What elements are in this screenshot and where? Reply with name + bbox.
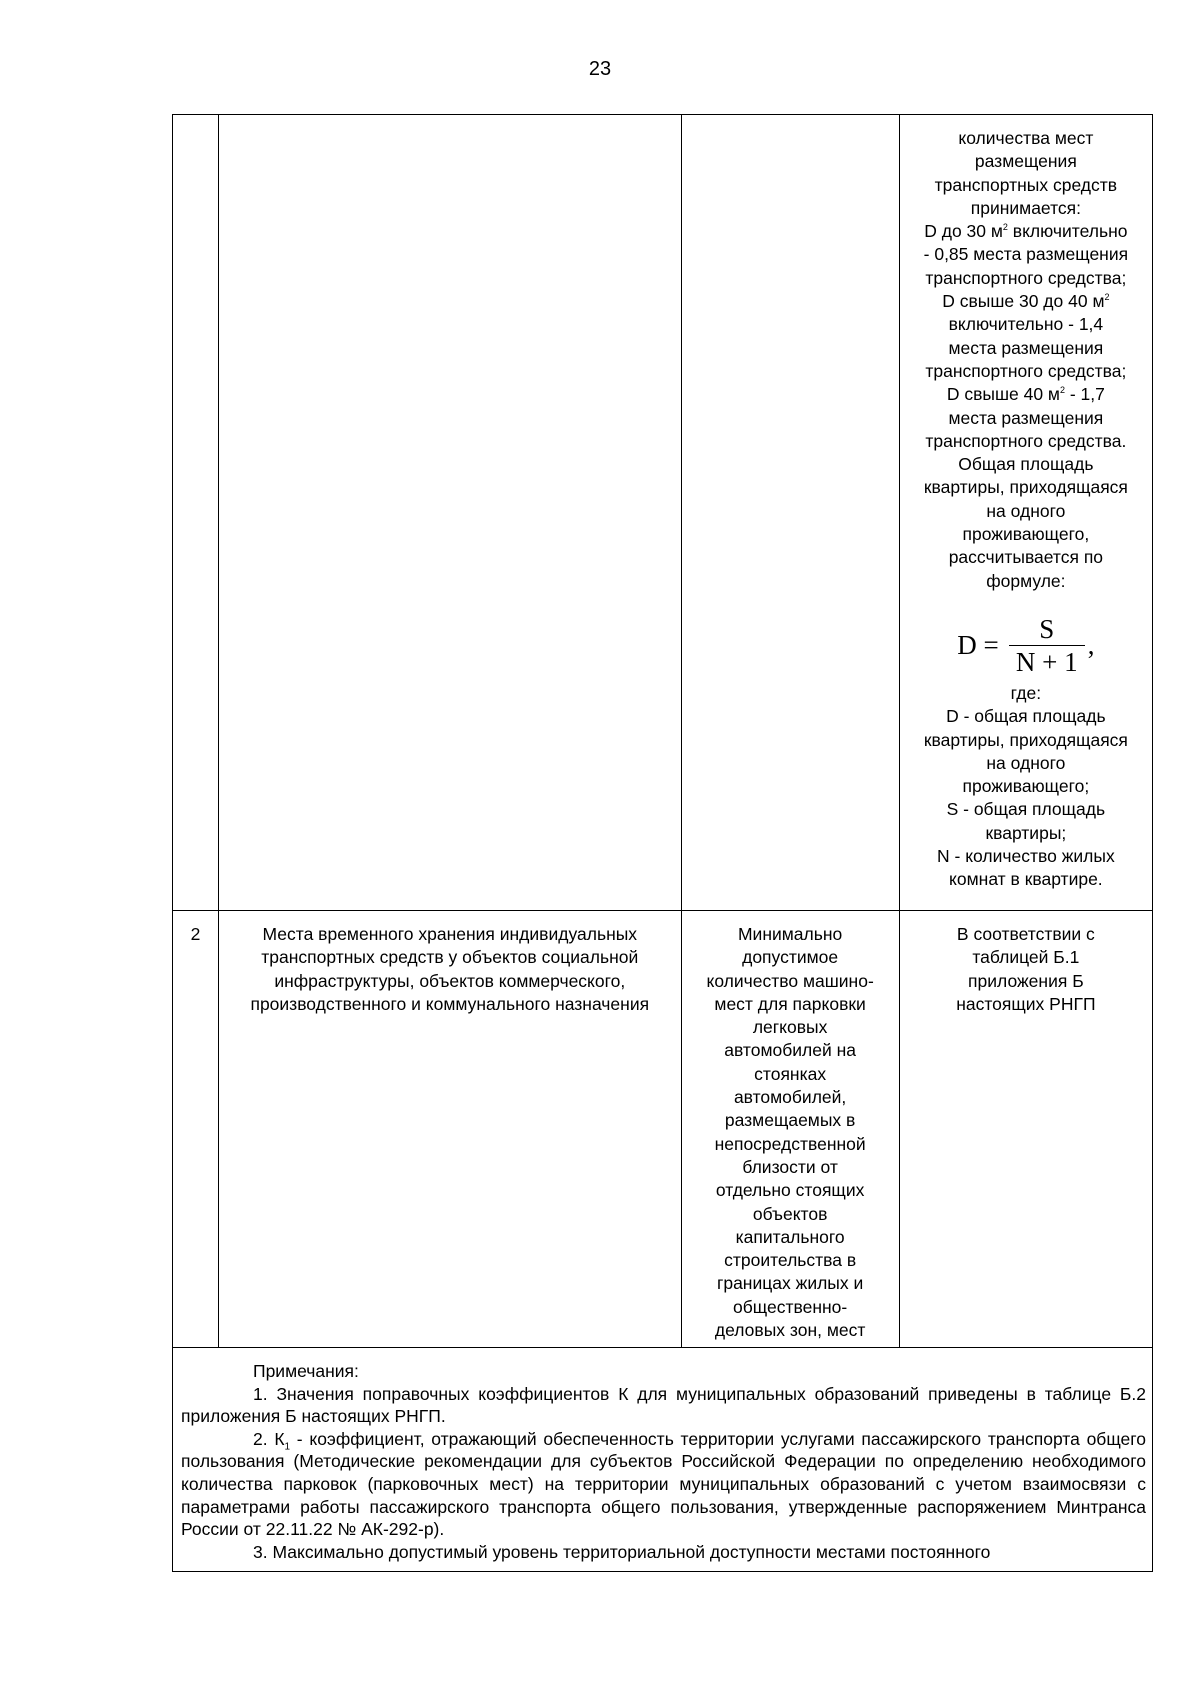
legend-line: D - общая площадь	[946, 706, 1106, 727]
note-line: транспортного средства.	[925, 430, 1127, 451]
value-line: объектов	[752, 1203, 828, 1224]
value-line: деловых зон, мест	[714, 1320, 866, 1341]
note-line: транспортного средства;	[925, 360, 1127, 381]
note-line: формуле:	[986, 570, 1066, 591]
standards-table	[172, 114, 1153, 1572]
value-line: капитального	[735, 1226, 845, 1247]
row-number-cell	[173, 911, 219, 1348]
legend-line: комнат в квартире.	[949, 869, 1103, 890]
row-number: 2	[190, 924, 201, 944]
value-line: стоянках	[754, 1063, 827, 1084]
note-line: приложения Б	[968, 970, 1084, 991]
note-line: Общая площадь	[958, 454, 1094, 475]
notes-title: Примечания:	[253, 1361, 359, 1381]
note-item: 3. Максимально допустимый уровень территориальной доступности местами постоянного	[253, 1541, 991, 1562]
row-note-cell	[899, 115, 1152, 911]
value-line: близости от	[742, 1156, 838, 1177]
value-line: размещаемых в	[724, 1110, 856, 1131]
note-line: принимается:	[970, 197, 1081, 218]
formula-comma: ,	[1087, 629, 1095, 660]
legend-line: где:	[1010, 682, 1042, 703]
value-line: строительства в	[724, 1250, 857, 1271]
note-line: квартиры, приходящаяся	[923, 477, 1128, 498]
formula	[906, 613, 1146, 678]
value-line: автомобилей на	[724, 1040, 856, 1061]
note-line: D до 30 $м^2$ включительно	[924, 221, 1128, 242]
formula-numerator: S	[1039, 613, 1055, 644]
value-line: легковых	[752, 1017, 828, 1038]
legend-line: квартиры, приходящаяся	[923, 729, 1128, 750]
legend-line: проживающего;	[962, 776, 1090, 797]
page-number: 23	[588, 58, 612, 80]
value-line: отдельно стоящих	[715, 1180, 865, 1201]
note-text	[900, 115, 1152, 892]
row-note-cell	[899, 911, 1152, 1348]
table-row	[173, 911, 1153, 1348]
value-line: Минимально	[737, 924, 843, 944]
note-item: 2. $К_1$ - коэффициент, отражающий обеспеченность территории услугами пассажирского транспорта общего пользования (Методические рекомендации для субъектов Российской Федерации по определению необходимого количества парковок (парковочных мест) на территории муниципальных образований с учетом взаимосвязи с параметрами работы пассажирского транспорта общего пользования, утвержденные распоряжением Минтранса России от 22.11.22 № АК-292-р).	[181, 1428, 1146, 1540]
note-line: места размещения	[948, 337, 1104, 358]
note-line: В соответствии с	[956, 924, 1095, 944]
row-value	[682, 911, 899, 1342]
note-line: D свыше 30 до 40 $м^2$	[942, 291, 1110, 312]
formula-fraction	[1009, 613, 1085, 678]
row-number-cell	[173, 115, 219, 911]
formula-lhs: D =	[957, 629, 999, 660]
note-line: транспортного средства;	[925, 267, 1127, 288]
note-line: включительно - 1,4	[948, 314, 1104, 335]
legend-line: на одного	[986, 752, 1066, 773]
row-value-cell	[681, 911, 899, 1348]
note-line: размещения	[974, 151, 1077, 172]
value-line: автомобилей,	[733, 1087, 847, 1108]
value-line: количество машино-	[706, 970, 874, 991]
value-line: границах жилых и	[716, 1273, 864, 1294]
legend-line: S - общая площадь	[946, 799, 1106, 820]
row-name: Места временного хранения индивидуальных транспортных средств у объектов социальной инфраструктуры, объектов коммерческого, производственного и коммунального назначения	[250, 924, 650, 1014]
value-line: общественно-	[733, 1296, 848, 1317]
note-item: 1. Значения поправочных коэффициентов К для муниципальных образований приведены в таблице Б.2 приложения Б настоящих РНГП.	[181, 1383, 1146, 1427]
note-line: на одного	[986, 500, 1066, 521]
legend-line: квартиры;	[985, 822, 1067, 843]
note-line: D свыше 40 $м^2 - 1,7$	[946, 384, 1105, 405]
notes-cell	[173, 1348, 1153, 1572]
table-row	[173, 115, 1153, 911]
note-line: количества мест	[958, 128, 1094, 148]
row-note	[900, 911, 1152, 1016]
row-name-cell	[219, 115, 681, 911]
note-line: проживающего,	[962, 524, 1090, 545]
note-line: - 0,85 места размещения	[923, 244, 1129, 265]
legend-line: N - количество жилых	[937, 846, 1115, 867]
value-line: мест для парковки	[714, 993, 866, 1014]
value-line: допустимое	[742, 947, 839, 968]
note-line: места размещения	[948, 407, 1104, 428]
formula-denominator: N + 1	[1015, 646, 1078, 677]
row-value-cell	[681, 115, 899, 911]
note-line: настоящих РНГП	[956, 993, 1096, 1014]
note-line: рассчитывается по	[948, 547, 1104, 568]
notes-row	[173, 1348, 1153, 1572]
value-line: непосредственной	[714, 1133, 866, 1154]
note-line: транспортных средств	[934, 174, 1118, 195]
note-line: таблицей Б.1	[972, 947, 1080, 968]
row-name-cell	[219, 911, 681, 1348]
